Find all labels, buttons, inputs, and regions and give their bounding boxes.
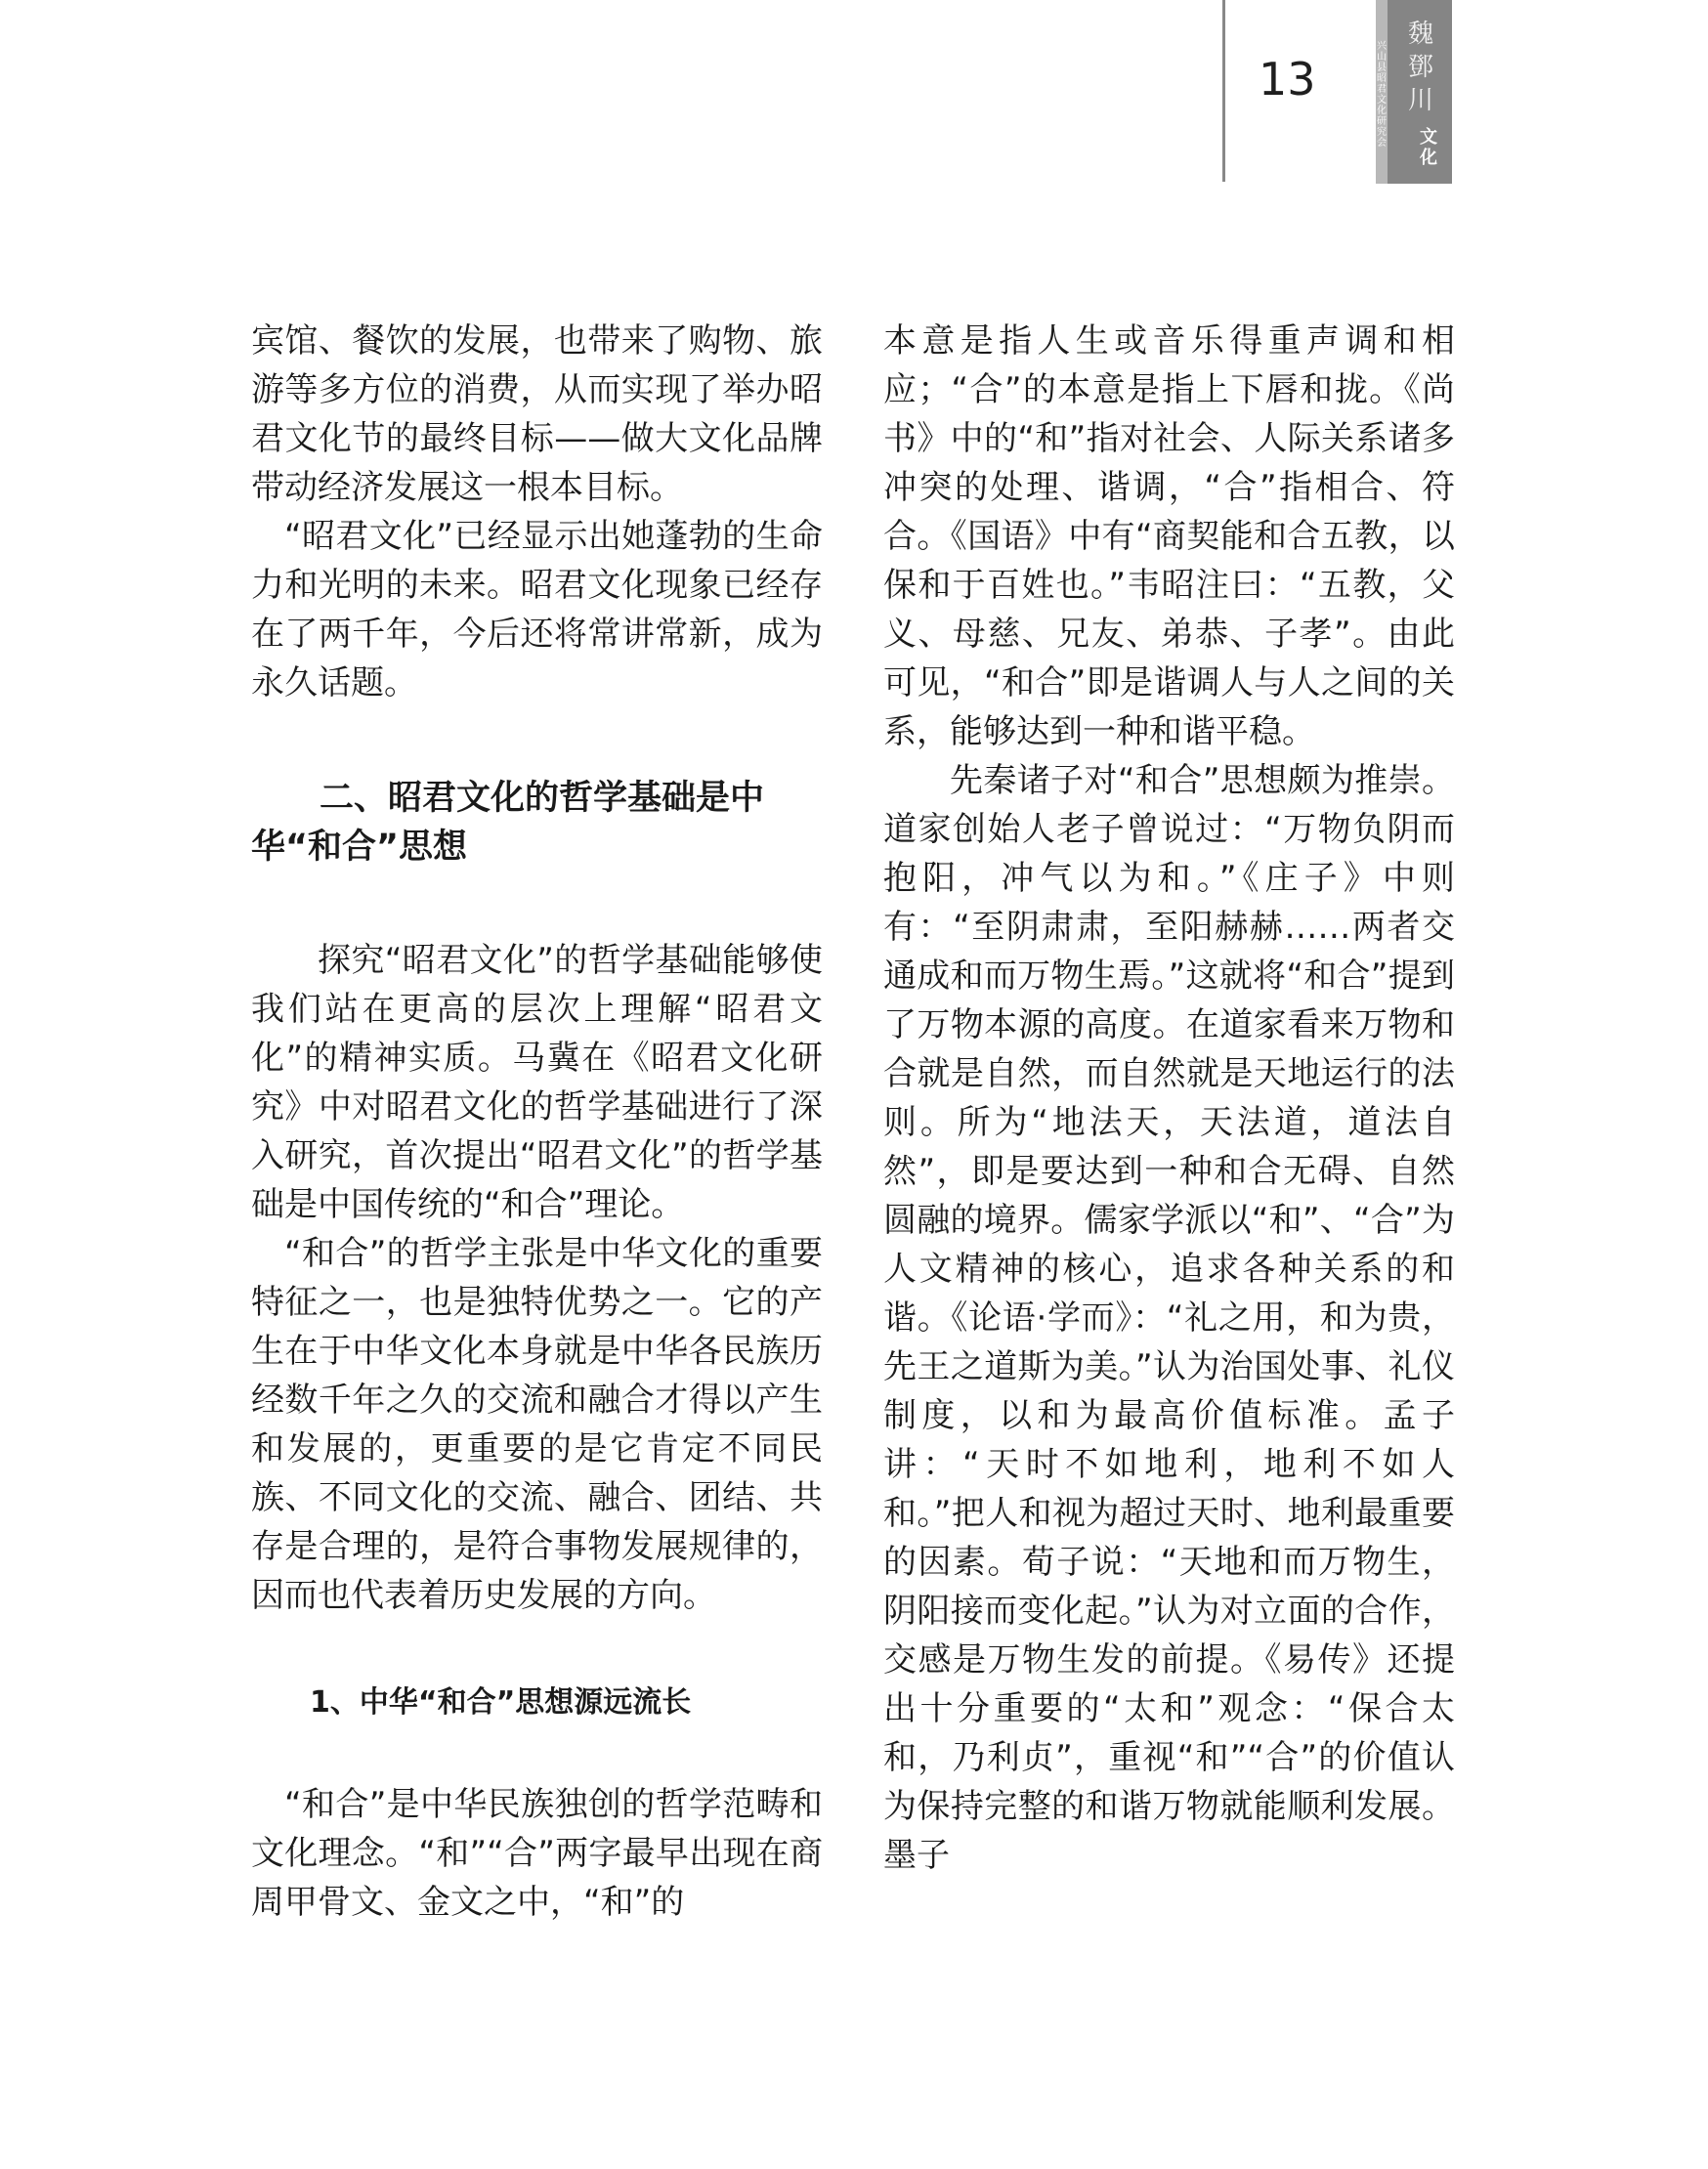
right-column bbox=[883, 317, 1455, 1880]
section-heading: 二、昭君文化的哲学基础是中华“和合”思想 bbox=[251, 779, 765, 867]
left-column bbox=[251, 317, 823, 1927]
paragraph: 本意是指人生或音乐得重声调和相应；“合”的本意是指上下唇和拢。《尚书》中的“和”指对社会、人际关系诸多冲突的处理、谐调，“合”指相合、符合。《国语》中有“商契能和合五教，以保和于百姓也。”韦昭注曰：“五教，父义、母慈、兄友、弟恭、子孝”。由此可见，“和合”即是谐调人与人之间的关系，能够达到一种和谐平稳。 bbox=[883, 321, 1455, 751]
paragraph: “和合”的哲学主张是中华文化的重要特征之一，也是独特优势之一。它的产生在于中华文化本身就是中华各民族历经数千年之久的交流和融合才得以产生和发展的，更重要的是它肯定不同民族、不同文化的交流、融合、团结、共存是合理的，是符合事物发展规律的，因而也代表着历史发展的方向。 bbox=[251, 1234, 823, 1615]
subsection-heading: 1、中华“和合”思想源远流长 bbox=[310, 1685, 692, 1720]
paragraph: 先秦诸子对“和合”思想颇为推崇。道家创始人老子曾说过：“万物负阴而抱阳，冲气以为和。”《庄子》中则有：“至阴肃肃，至阳赫赫……两者交通成和而万物生焉。”这就将“和合”提到了万物本源的高度。在道家看来万物和合就是自然，而自然就是天地运行的法则。所为“地法天，天法道，道法自然”，即是要达到一种和合无碍、自然圆融的境界。儒家学派以“和”、“合”为人文精神的核心，追求各种关系的和谐。《论语·学而》：“礼之用，和为贵，先王之道斯为美。”认为治国处事、礼仪制度，以和为最高价值标准。孟子讲：“天时不如地利，地利不如人和。”把人和视为超过天时、地利最重要的因素。荀子说：“天地和而万物生，阴阳接而变化起。”认为对立面的合作，交感是万物生发的前提。《易传》还提出十分重要的“太和”观念：“保合太和，乃利贞”，重视“和”“合”的价值认为保持完整的和谐万物就能顺利发展。墨子 bbox=[883, 761, 1455, 1875]
paragraph: “昭君文化”已经显示出她蓬勃的生命力和光明的未来。昭君文化现象已经存在了两千年，今后还将常讲常新，成为永久话题。 bbox=[251, 517, 823, 702]
header-rule bbox=[1222, 0, 1225, 182]
section-tab-subtitle: 文化 bbox=[1420, 127, 1437, 168]
section-tab-side-text: 兴山县昭君文化研究会 bbox=[1377, 41, 1387, 149]
paragraph: 宾馆、餐饮的发展，也带来了购物、旅游等多方位的消费，从而实现了举办昭君文化节的最终目标——做大文化品牌带动经济发展这一根本目标。 bbox=[251, 321, 823, 507]
section-tab-title: 魏鄧川 bbox=[1407, 20, 1433, 115]
paragraph: “和合”是中华民族独创的哲学范畴和文化理念。“和”“合”两字最早出现在商周甲骨文、金文之中，“和”的 bbox=[251, 1785, 823, 1922]
paragraph: 探究“昭君文化”的哲学基础能够使我们站在更高的层次上理解“昭君文化”的精神实质。马冀在《昭君文化研究》中对昭君文化的哲学基础进行了深入研究，首次提出“昭君文化”的哲学基础是中国传统的“和合”理论。 bbox=[251, 941, 823, 1224]
page-number: 13 bbox=[1259, 53, 1316, 106]
